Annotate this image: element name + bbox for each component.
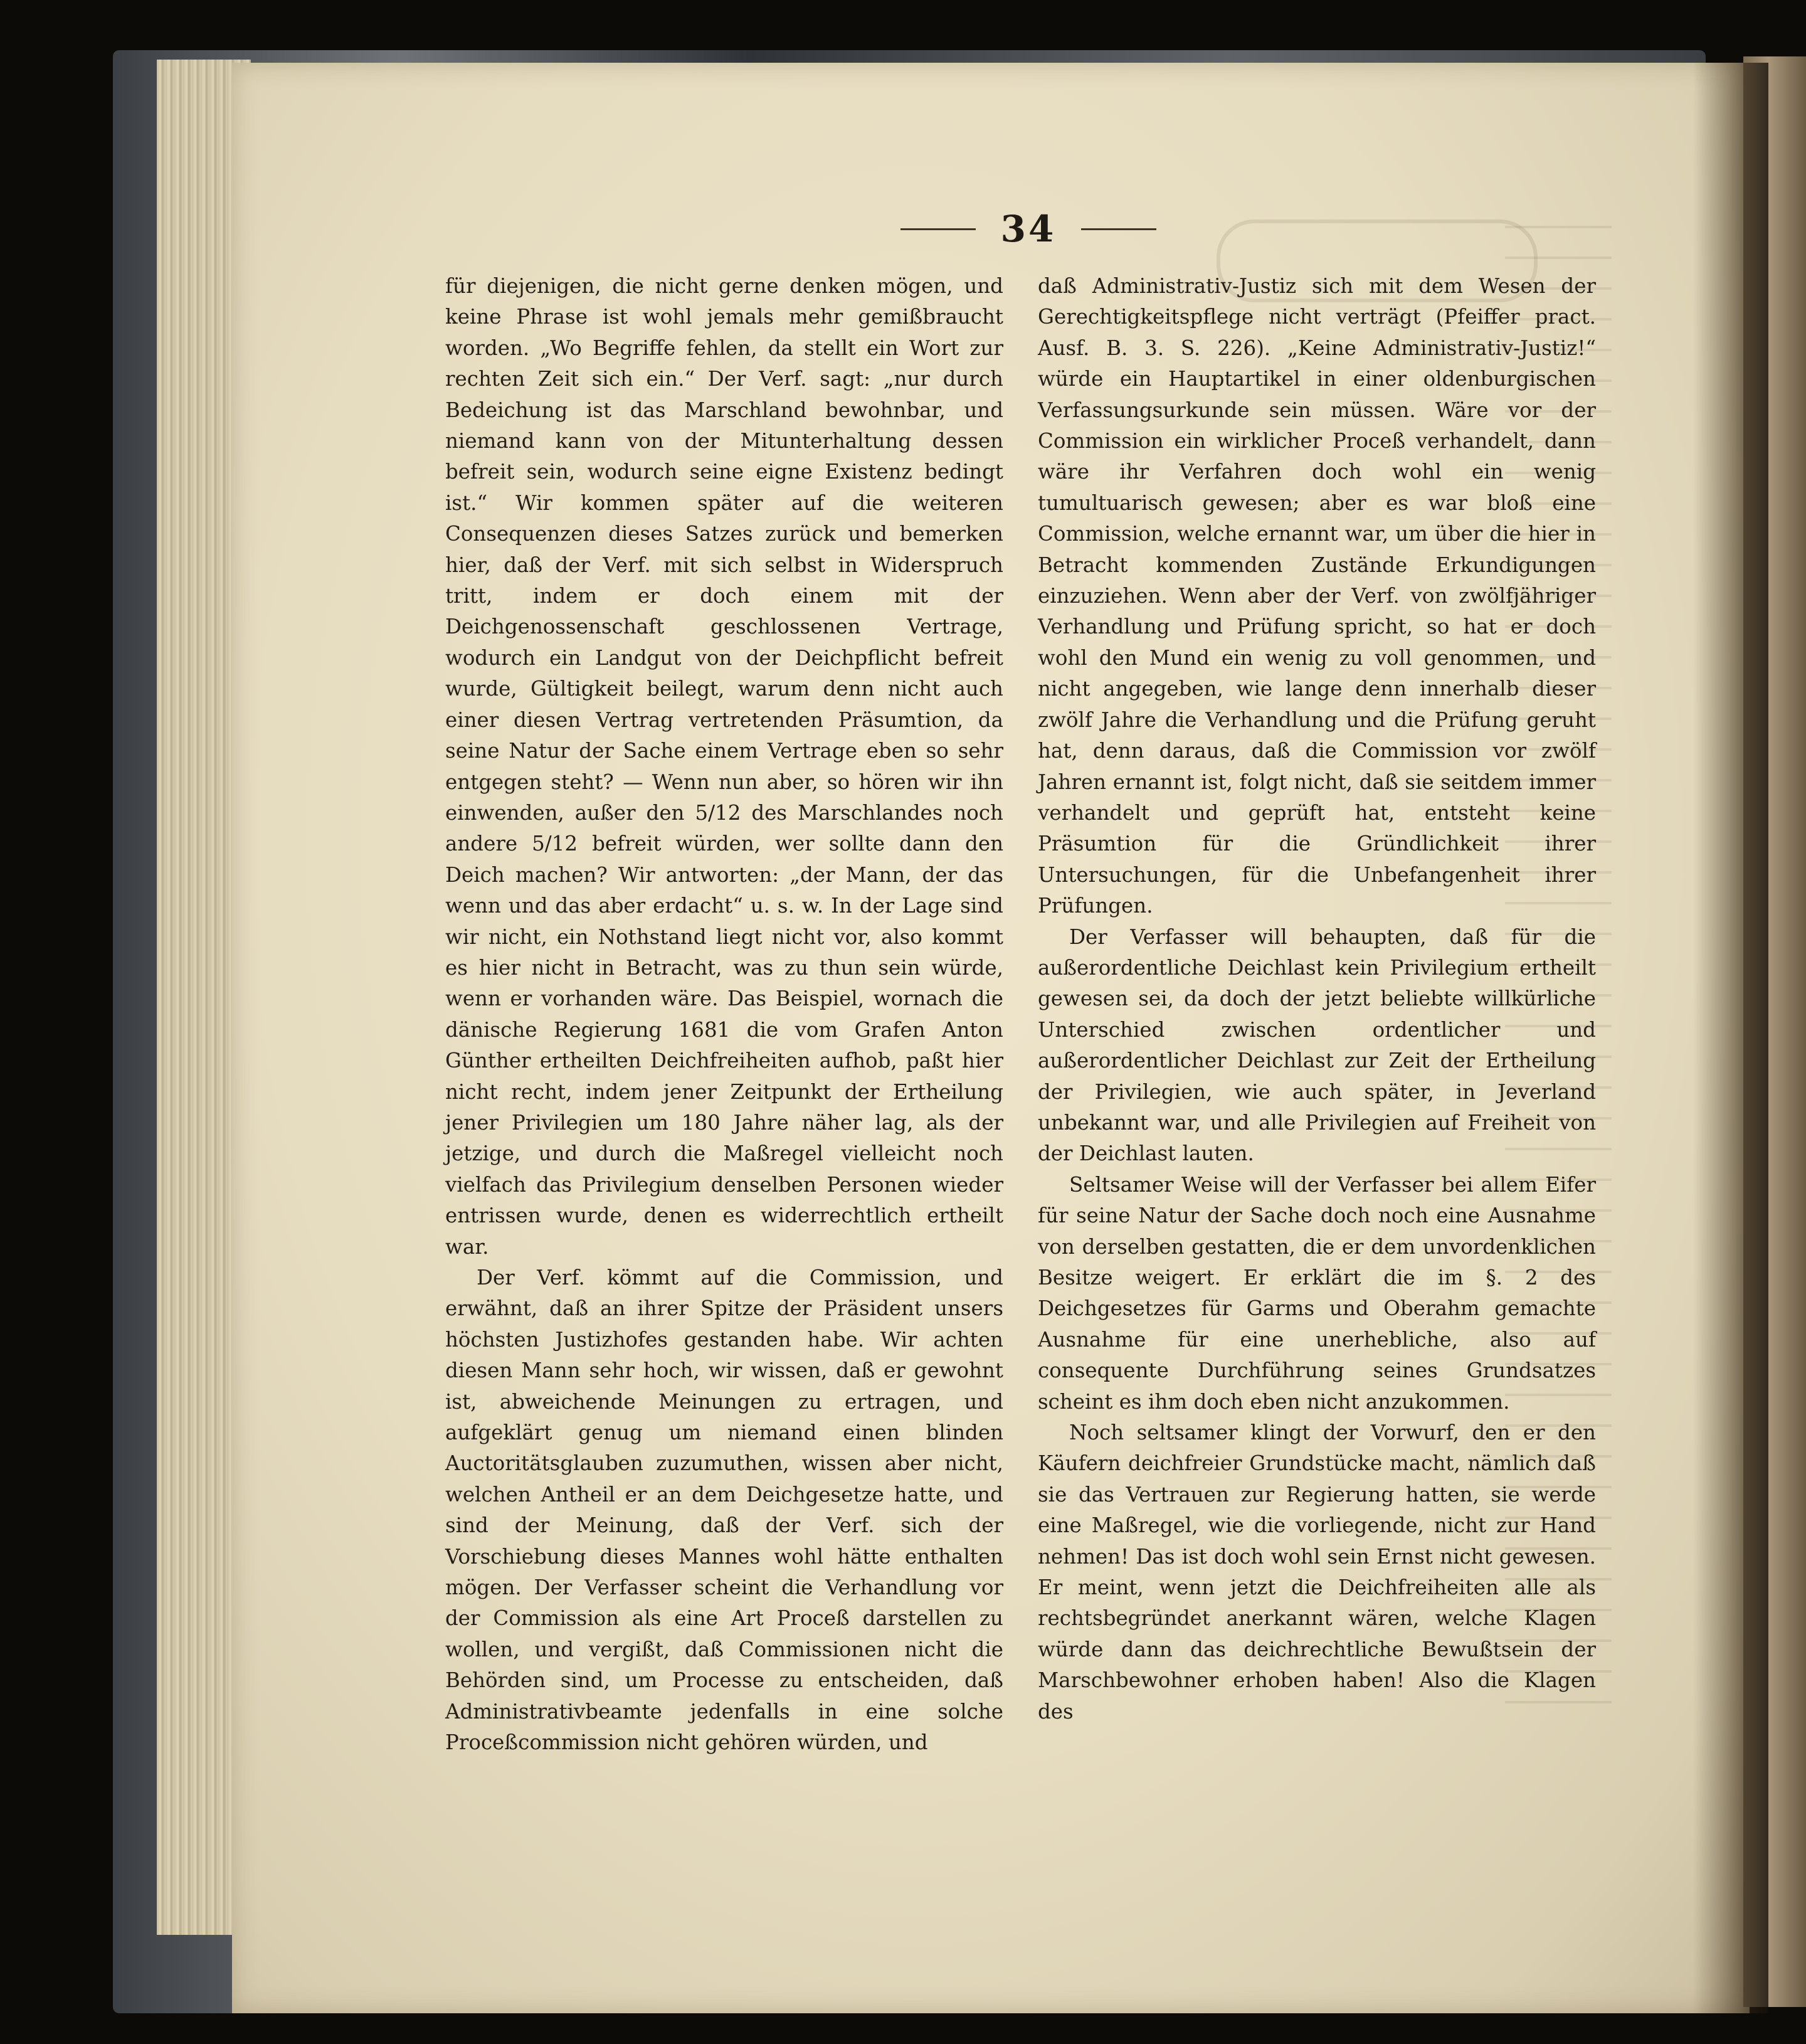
header-rule-left — [900, 228, 976, 230]
header-rule-right — [1081, 228, 1156, 230]
binding-gutter — [1693, 63, 1768, 2013]
right-paragraph-3: Seltsamer Weise will der Verfasser bei allem Eifer für seine Natur der Sache doch noch eine Ausnahme von derselben gestatten, die er dem unvordenklichen Besitze weigert. Er erklärt die im §. 2 des Deichgesetzes für Garms und Oberahm gemachte Ausnahme für eine unerhebliche, also auf consequente Durchführung seines Grundsatzes scheint es ihm doch eben nicht anzukommen. — [1038, 1172, 1596, 1414]
right-paragraph-4: Noch seltsamer klingt der Vorwurf, den er den Käufern deichfreier Grundstücke macht, nämlich daß sie das Vertrauen zur Regierung hatten, sie werde eine Maßregel, wie die vorliegende, nicht zur Hand nehmen! Das ist doch wohl sein Ernst nicht gewesen. Er meint, wenn jetzt die Deichfreiheiten alle als rechtsbegründet anerkannt wären, welche Klagen würde dann das deichrechtliche Bewußtsein der Marschbewohner erhoben haben! Also die Klagen des — [1038, 1421, 1596, 1724]
right-paragraph-2: Der Verfasser will behaupten, daß für die außerordentliche Deichlast kein Privilegium ertheilt gewesen sei, da doch der jetzt beliebte willkürliche Unterschied zwischen ordentlicher und außerordentlicher Deichlast zur Zeit der Ertheilung der Privilegien, wie auch später, in Jeverland unbekannt war, und alle Privilegien auf Freiheit von der Deichlast lauten. — [1038, 924, 1596, 1166]
right-column — [1038, 271, 1596, 1727]
page-header — [878, 207, 1179, 251]
right-paragraph-1: daß Administrativ-Justiz sich mit dem Wesen der Gerechtigkeitspflege nicht verträgt (Pfeiffer pract. Ausf. B. 3. S. 226). „Keine Administrativ-Justiz!“ würde ein Hauptartikel in einer oldenburgischen Verfassungsurkunde sein müssen. Wäre vor der Commission ein wirklicher Proceß verhandelt, dann wäre ihr Verfahren doch wohl ein wenig tumultuarisch gewesen; aber es war bloß eine Commission, welche ernannt war, um über die hier in Betracht kommenden Zustände Erkundigungen einzuziehen. Wenn aber der Verf. von zwölfjähriger Verhandlung und Prüfung spricht, so hat er doch wohl den Mund ein wenig zu voll genommen, und nicht angegeben, wie lange denn innerhalb dieser zwölf Jahre die Verhandlung und die Prüfung geruht hat, denn daraus, daß die Commission vor zwölf Jahren ernannt ist, folgt nicht, daß sie seitdem immer verhandelt und geprüft hat, entsteht keine Präsumtion für die Gründlichkeit ihrer Untersuchungen, für die Unbefangenheit ihrer Prüfungen. — [1038, 274, 1596, 918]
left-paragraph-1: für diejenigen, die nicht gerne denken mögen, und keine Phrase ist wohl jemals mehr gemißbraucht worden. „Wo Begriffe fehlen, da stellt ein Wort zur rechten Zeit sich ein.“ Der Verf. sagt: „nur durch Bedeichung ist das Marschland bewohnbar, und niemand kann von der Mitunterhaltung dessen befreit sein, wodurch seine eigne Existenz bedingt ist.“ Wir kommen später auf die weiteren Consequenzen dieses Satzes zurück und bemerken hier, daß der Verf. mit sich selbst in Widerspruch tritt, indem er doch einem mit der Deichgenossenschaft geschlossenen Vertrage, wodurch ein Landgut von der Deichpflicht befreit wurde, Gültigkeit beilegt, warum denn nicht auch einer diesen Vertrag vertretenden Präsumtion, da seine Natur der Sache einem Vertrage eben so sehr entgegen steht? — Wenn nun aber, so hören wir ihn einwenden, außer den 5/12 des Marschlandes noch andere 5/12 befreit würden, wer sollte dann den Deich machen? Wir antworten: „der Mann, der das wenn und das aber erdacht“ u. s. w. In der Lage sind wir nicht, ein Nothstand liegt nicht vor, also kommt es hier nicht in Betracht, was zu thun sein würde, wenn er vorhanden wäre. Das Beispiel, wornach die dänische Regierung 1681 die vom Grafen Anton Günther ertheilten Deichfreiheiten aufhob, paßt hier nicht recht, indem jener Zeitpunkt der Ertheilung jener Privilegien um 180 Jahre näher lag, als der jetzige, und durch die Maßregel vielleicht noch vielfach das Privilegium denselben Personen wieder entrissen wurde, denen es widerrechtlich ertheilt war. — [445, 274, 1003, 1259]
page-number: 34 — [1000, 208, 1057, 250]
left-column — [445, 271, 1003, 1759]
left-paragraph-2: Der Verf. kömmt auf die Commission, und erwähnt, daß an ihrer Spitze der Präsident unsers höchsten Justizhofes gestanden habe. Wir achten diesen Mann sehr hoch, wir wissen, daß er gewohnt ist, abweichende Meinungen zu ertragen, und aufgeklärt genug um niemand einen blinden Auctoritätsglauben zuzumuthen, wissen aber nicht, welchen Antheil er an dem Deichgesetze hatte, und sind der Meinung, daß der Verf. sich der Vorschiebung dieses Mannes wohl hätte enthalten mögen. Der Verfasser scheint die Verhandlung vor der Commission als eine Art Proceß darstellen zu wollen, und vergißt, daß Commissionen nicht die Behörden sind, um Processe zu entscheiden, daß Administrativbeamte jedenfalls in eine solche Proceßcommission nicht gehören würden, und — [445, 1266, 1003, 1755]
